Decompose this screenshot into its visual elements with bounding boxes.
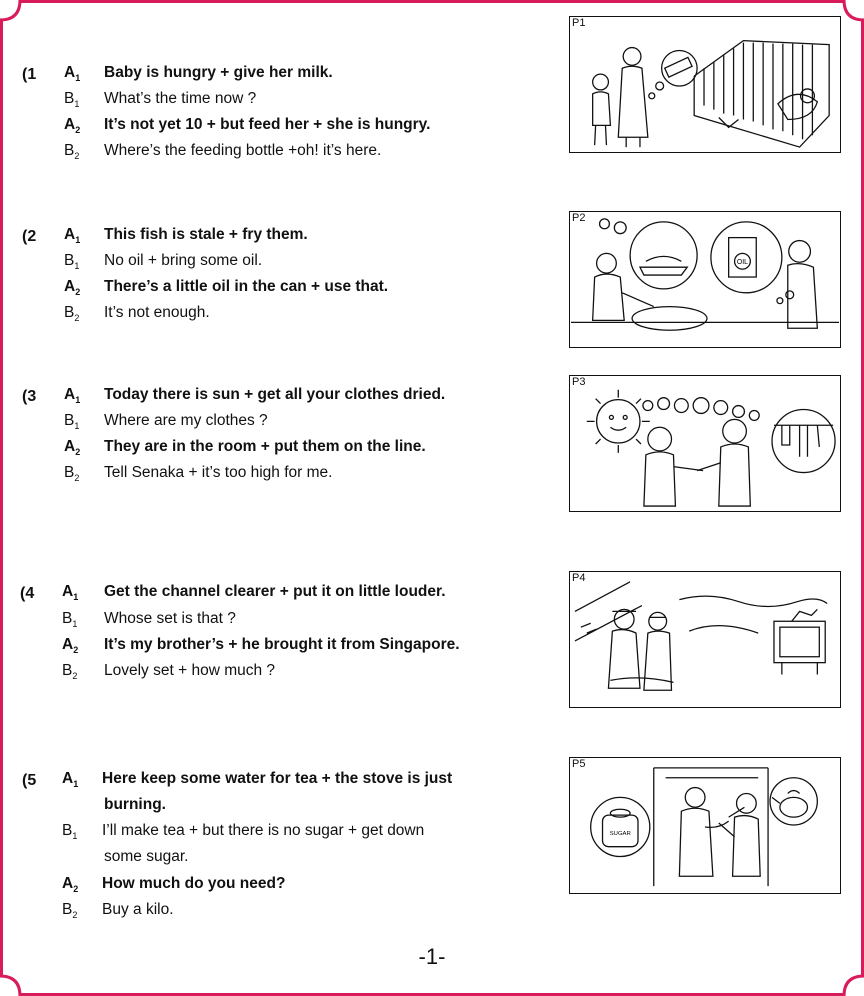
television-scene-illustration <box>570 572 840 707</box>
page-number: -1- <box>418 944 446 969</box>
dialogue-line: Get the channel clearer + put it on little louder. <box>104 583 446 600</box>
picture-p4 <box>569 571 841 708</box>
speaker-label: $B_2$ <box>64 142 80 162</box>
dialogue-line: There’s a little oil in the can + use that. <box>104 278 389 295</box>
television-icon <box>774 609 825 674</box>
speaker-label: $A_2$ <box>64 278 81 298</box>
sugar-jar-icon <box>603 809 638 846</box>
speaker-label: $B_1$ <box>64 412 80 432</box>
speaker-label: $A_2$ <box>64 116 81 136</box>
speaker-label: $B_2$ <box>64 464 80 484</box>
dialogue-line: Lovely set + how much ? <box>104 662 276 679</box>
dialogue-line: Baby is hungry + give her milk. <box>104 64 333 81</box>
dialogue-line: Here keep some water for tea + the stove is just <box>102 770 453 787</box>
tea-and-sugar-scene-illustration <box>570 758 840 893</box>
sugar-text: SUGAR <box>609 830 631 837</box>
picture-p2 <box>569 211 841 348</box>
item-number: (5 <box>22 772 37 789</box>
speaker-label: $B_1$ <box>64 252 80 272</box>
picture-label: P5 <box>572 758 586 770</box>
speaker-label: $A_2$ <box>62 875 79 895</box>
kitchen-scene-illustration <box>570 212 840 347</box>
dialogue-line: No oil + bring some oil. <box>104 252 263 269</box>
item-number: (2 <box>22 228 37 245</box>
feeding-bottle-icon <box>665 57 692 77</box>
picture-p3 <box>569 375 841 512</box>
dialogue-line: They are in the room + put them on the line. <box>104 438 426 455</box>
speaker-label: $A_1$ <box>64 64 81 84</box>
dialogue-line: How much do you need? <box>102 875 286 892</box>
dialogue-line: What’s the time now ? <box>104 90 257 107</box>
speaker-label: $B_2$ <box>62 662 78 682</box>
speaker-label: $B_2$ <box>64 304 80 324</box>
speaker-label: $B_1$ <box>62 822 78 842</box>
speaker-label: $A_2$ <box>62 636 79 656</box>
dialogue-line: Tell Senaka + it’s too high for me. <box>104 464 333 481</box>
speaker-label: $A_1$ <box>62 770 79 790</box>
dialogue-line: It’s not enough. <box>104 304 210 321</box>
item-number: (1 <box>22 66 37 83</box>
nursery-scene-illustration <box>570 17 840 152</box>
oil-can-icon <box>729 238 757 277</box>
speaker-label: $A_1$ <box>64 226 81 246</box>
picture-label: P1 <box>572 17 586 29</box>
speaker-label: $A_1$ <box>62 583 79 603</box>
item-number: (4 <box>20 585 35 602</box>
sun-and-clothes-scene-illustration <box>570 376 840 511</box>
picture-label: P3 <box>572 376 586 388</box>
picture-p5 <box>569 757 841 894</box>
picture-p1 <box>569 16 841 153</box>
speaker-label: $A_1$ <box>64 386 81 406</box>
dialogue-line: Where are my clothes ? <box>104 412 268 429</box>
dialogue-line: It’s not yet 10 + but feed her + she is hungry. <box>104 116 431 133</box>
speaker-label: $B_1$ <box>64 90 80 110</box>
dialogue-line: burning. <box>104 796 166 813</box>
dialogue-line: I’ll make tea + but there is no sugar + get down <box>102 822 425 839</box>
speaker-label: $B_1$ <box>62 610 78 630</box>
picture-label: P2 <box>572 212 586 224</box>
dialogue-line: Where’s the feeding bottle +oh! it’s here. <box>104 142 382 159</box>
kettle-icon <box>772 791 807 818</box>
dialogue-line: It’s my brother’s + he brought it from Singapore. <box>104 636 460 653</box>
speaker-label: $A_2$ <box>64 438 81 458</box>
item-number: (3 <box>22 388 37 405</box>
dialogue-line: This fish is stale + fry them. <box>104 226 308 243</box>
dialogue-line: Whose set is that ? <box>104 610 236 627</box>
oil-text: OIL <box>736 259 748 267</box>
speaker-label: $B_2$ <box>62 901 78 921</box>
dialogue-line: Today there is sun + get all your clothes dried. <box>104 386 446 403</box>
picture-label: P4 <box>572 572 586 584</box>
dialogue-line: Buy a kilo. <box>102 901 174 918</box>
sun-icon <box>587 390 650 453</box>
dialogue-line: some sugar. <box>104 848 189 865</box>
